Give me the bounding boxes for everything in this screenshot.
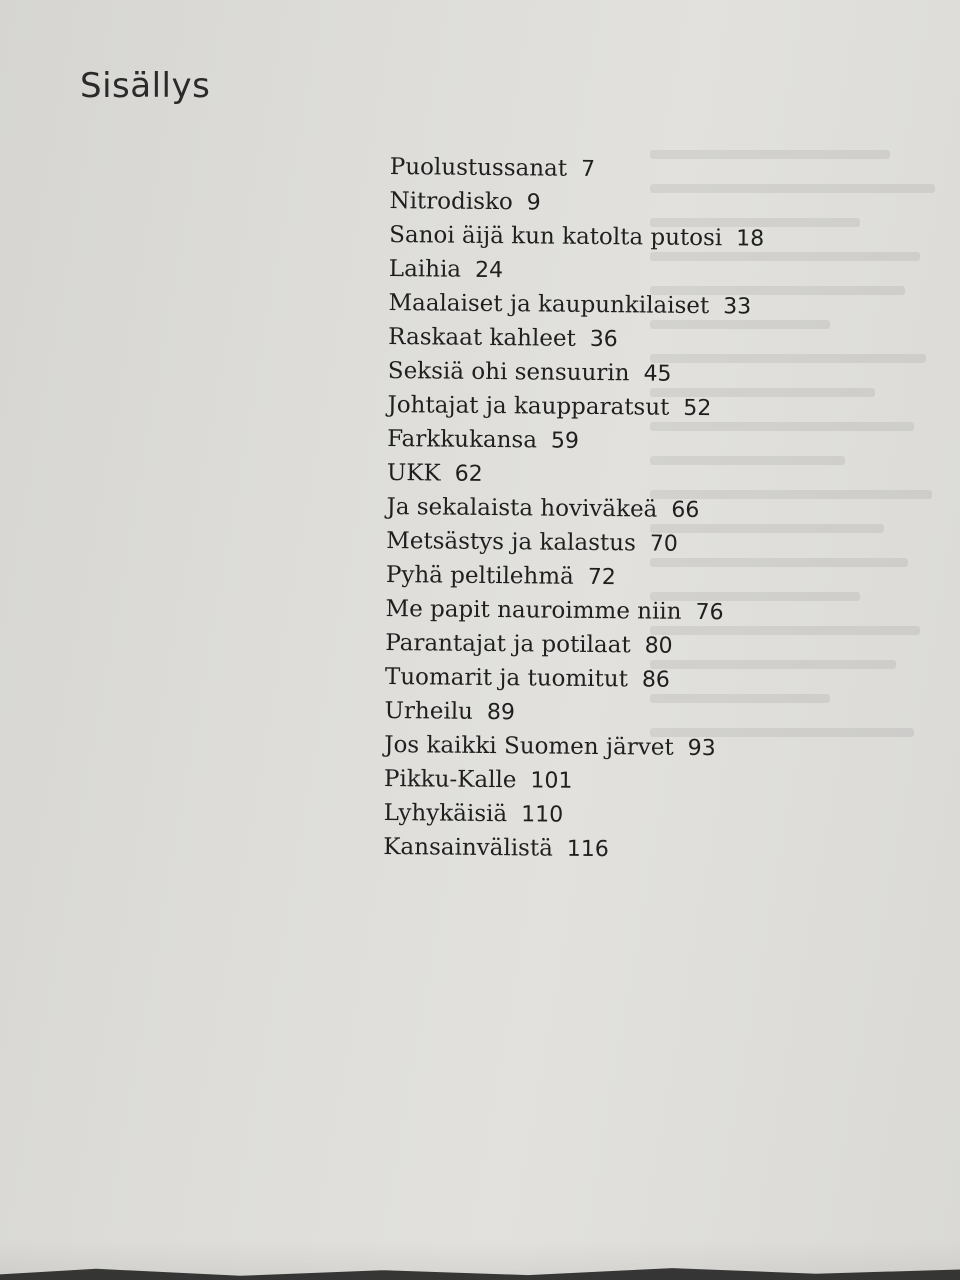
toc-entry-title: Maalaiset ja kaupunkilaiset bbox=[388, 289, 710, 320]
toc-entry-page: 93 bbox=[687, 735, 716, 762]
toc-entry-title: Kansainvälistä bbox=[383, 833, 554, 862]
toc-entry bbox=[388, 286, 908, 325]
toc-entry bbox=[387, 456, 907, 495]
toc-entry-page: 101 bbox=[530, 768, 573, 794]
toc-entry-title: UKK bbox=[386, 459, 441, 487]
toc-entry-page: 70 bbox=[649, 531, 678, 557]
toc-entry-page: 59 bbox=[550, 428, 580, 454]
toc-entry-title: Sanoi äijä kun katolta putosi bbox=[389, 221, 723, 252]
toc-entry-page: 86 bbox=[641, 667, 670, 693]
toc-entry-page: 9 bbox=[526, 190, 541, 216]
toc-entry bbox=[389, 218, 909, 257]
toc-heading: Sisällys bbox=[80, 66, 211, 106]
toc-entry-title: Lyhykäisiä bbox=[383, 799, 508, 828]
toc-entry bbox=[385, 592, 905, 631]
toc-entry bbox=[387, 422, 907, 461]
toc-entry-page: 45 bbox=[643, 361, 672, 387]
next-page-edge bbox=[0, 1266, 960, 1280]
toc-entry bbox=[384, 762, 904, 801]
toc-entry-title: Raskaat kahleet bbox=[388, 323, 576, 352]
toc-entry bbox=[390, 150, 910, 189]
toc-entry-title: Me papit nauroimme niin bbox=[385, 595, 682, 625]
toc-entry bbox=[385, 660, 905, 699]
toc-entry-title: Pyhä peltilehmä bbox=[385, 561, 574, 590]
toc-entry-title: Nitrodisko bbox=[389, 187, 513, 216]
toc-entry bbox=[388, 354, 908, 393]
toc-entry-title: Farkkukansa bbox=[387, 425, 538, 454]
toc-entry bbox=[384, 694, 904, 733]
toc-entry bbox=[385, 626, 905, 665]
toc-entry-page: 7 bbox=[580, 156, 596, 182]
toc-entry bbox=[386, 524, 906, 563]
toc-entry-title: Parantajat ja potilaat bbox=[385, 629, 631, 659]
toc-entry-page: 62 bbox=[454, 461, 483, 487]
toc-entry-title: Puolustussanat bbox=[389, 153, 568, 182]
toc-entry-title: Urheilu bbox=[384, 697, 474, 725]
toc-list bbox=[383, 150, 910, 869]
toc-entry-page: 116 bbox=[566, 836, 609, 863]
toc-entry-title: Laihia bbox=[388, 255, 462, 283]
toc-entry-page: 52 bbox=[683, 395, 712, 422]
toc-entry bbox=[386, 558, 906, 597]
toc-entry-page: 80 bbox=[644, 633, 673, 659]
toc-entry-page: 110 bbox=[521, 802, 564, 828]
toc-entry bbox=[389, 252, 909, 291]
toc-entry-title: Metsästys ja kalastus bbox=[386, 527, 636, 557]
toc-entry bbox=[386, 490, 906, 529]
toc-entry-page: 24 bbox=[474, 257, 504, 284]
toc-entry-title: Pikku-Kalle bbox=[383, 765, 517, 794]
toc-entry-title: Johtajat ja kaupparatsut bbox=[387, 391, 670, 421]
toc-entry-title: Jos kaikki Suomen järvet bbox=[384, 731, 674, 761]
toc-entry-title: Tuomarit ja tuomitut bbox=[384, 663, 629, 693]
toc-entry bbox=[389, 184, 909, 223]
toc-entry bbox=[383, 830, 903, 869]
toc-entry-page: 33 bbox=[723, 294, 752, 320]
toc-entry-title: Ja sekalaista hoviväkeä bbox=[386, 493, 658, 523]
toc-entry-page: 36 bbox=[589, 326, 618, 353]
toc-entry bbox=[388, 320, 908, 359]
toc-entry bbox=[387, 388, 907, 427]
toc-entry bbox=[383, 796, 903, 835]
toc-entry-page: 66 bbox=[671, 497, 700, 523]
toc-entry-page: 18 bbox=[736, 226, 765, 252]
toc-entry-page: 89 bbox=[486, 699, 516, 726]
toc-entry-title: Seksiä ohi sensuurin bbox=[387, 357, 630, 387]
toc-entry bbox=[384, 728, 904, 767]
toc-entry-page: 72 bbox=[587, 564, 616, 591]
toc-entry-page: 76 bbox=[695, 599, 724, 626]
